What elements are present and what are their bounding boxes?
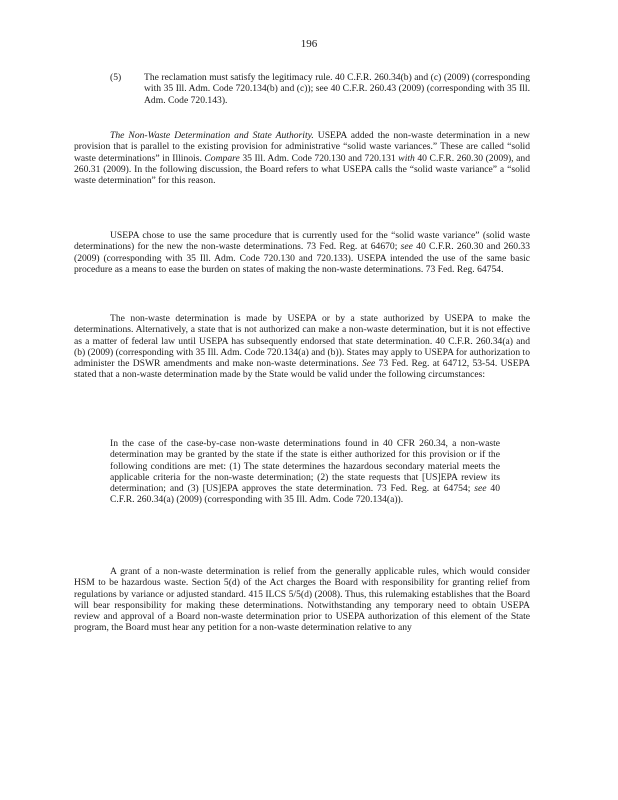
paragraph-text: 73 Fed. Reg. at 64712, 53-54. USEPA stated that a non-waste determination made by the State would be valid under the following circumstances:: [74, 358, 530, 381]
section-heading: The Non-Waste Determination and State Authority.: [110, 130, 314, 141]
block-quote: [110, 438, 500, 506]
list-item-number: (5): [110, 72, 122, 83]
quote-text: In the case of the case-by-case non-waste determinations found in 40 CFR 260.34, a non-waste determination may be granted by the state if the state is either authorized for this provision or if the following conditions are met: (1) The state determines the hazardous secondary material meets the applicable criteria for the non-waste determination; (2) the state requests that [US]EPA review its determination; and (3) [US]EPA approves the state determination. 73 Fed. Reg. at 64754;: [110, 438, 500, 495]
citation-signal: with: [398, 152, 415, 164]
paragraph-text: 35 Ill. Adm. Code 720.130 and 720.131: [239, 152, 399, 164]
paragraph-text: A grant of a non-waste determination is relief from the generally applicable rules, which would consider HSM to be hazardous waste. Section 5(d) of the Act charges the Board with responsibility for granting relief from regulations by variance or adjusted standard. 415 ILCS 5/5(d) (2008). Thus, this rulemaking establishes that the Board will bear responsibility for making these determinations. Notwithstanding any temporary need to obtain USEPA review and approval of a Board non-waste determination prior to USEPA authorization of this element of the State program, the Board must hear any petition for a non-waste determination relative to any: [74, 566, 530, 634]
citation-signal: See: [362, 358, 376, 370]
citation-signal: see: [400, 241, 413, 253]
paragraph-text: 40 C.F.R. 260.30 (2009), and 260.31 (2009). In the following discussion, the Board refers to what USEPA calls the “solid waste variance” a “solid waste determination” for this reason.: [74, 152, 530, 187]
citation-signal: see: [474, 483, 487, 495]
paragraph-text: USEPA added the non-waste determination in a new provision that is parallel to the existing provision for administrative “solid waste variances.” These are called “solid waste determinations” in Illinois.: [74, 130, 530, 164]
list-item-5: [110, 72, 530, 106]
list-item-text: The reclamation must satisfy the legitimacy rule. 40 C.F.R. 260.34(b) and (c) (2009) (corresponding with 35 Ill. Adm. Code 720.134(b) and (c)); see 40 C.F.R. 260.43 (2009) (corresponding with 35 Ill. Adm. Code 720.143).: [144, 72, 530, 106]
paragraph-state-authority: [74, 313, 530, 381]
paragraph-text: USEPA chose to use the same procedure that is currently used for the “solid waste variance” (solid waste determinations) for the new the non-waste determinations. 73 Fed. Reg. at 64670;: [74, 230, 530, 253]
paragraph-non-waste-heading: [74, 130, 530, 186]
paragraph-procedure: [74, 230, 530, 275]
quote-text: 40 C.F.R. 260.34(a) (2009) (corresponding with 35 Ill. Adm. Code 720.134(a)).: [110, 483, 500, 506]
citation-signal: Compare: [204, 152, 240, 164]
paragraph-text: 40 C.F.R. 260.30 and 260.33 (2009) (corresponding with 35 Ill. Adm. Code 720.130 and 720.133). USEPA intended the use of the same basic procedure as a means to ease the burden on states of making the non-waste determinations. 73 Fed. Reg. 64754.: [74, 241, 530, 275]
paragraph-text: The non-waste determination is made by USEPA or by a state authorized by USEPA to make the determinations. Alternatively, a state that is not authorized can make a non-waste determination, but it is not effective as a matter of federal law until USEPA has subsequently endorsed that state determination. 40 C.F.R. 260.34(a) and (b) (2009) (corresponding with 35 Ill. Adm. Code 720.134(a) and (b)). States may apply to USEPA for authorization to administer the DSWR amendments and make non-waste determinations.: [74, 313, 530, 370]
paragraph-grant: [74, 566, 530, 634]
page-number: 196: [300, 38, 318, 50]
